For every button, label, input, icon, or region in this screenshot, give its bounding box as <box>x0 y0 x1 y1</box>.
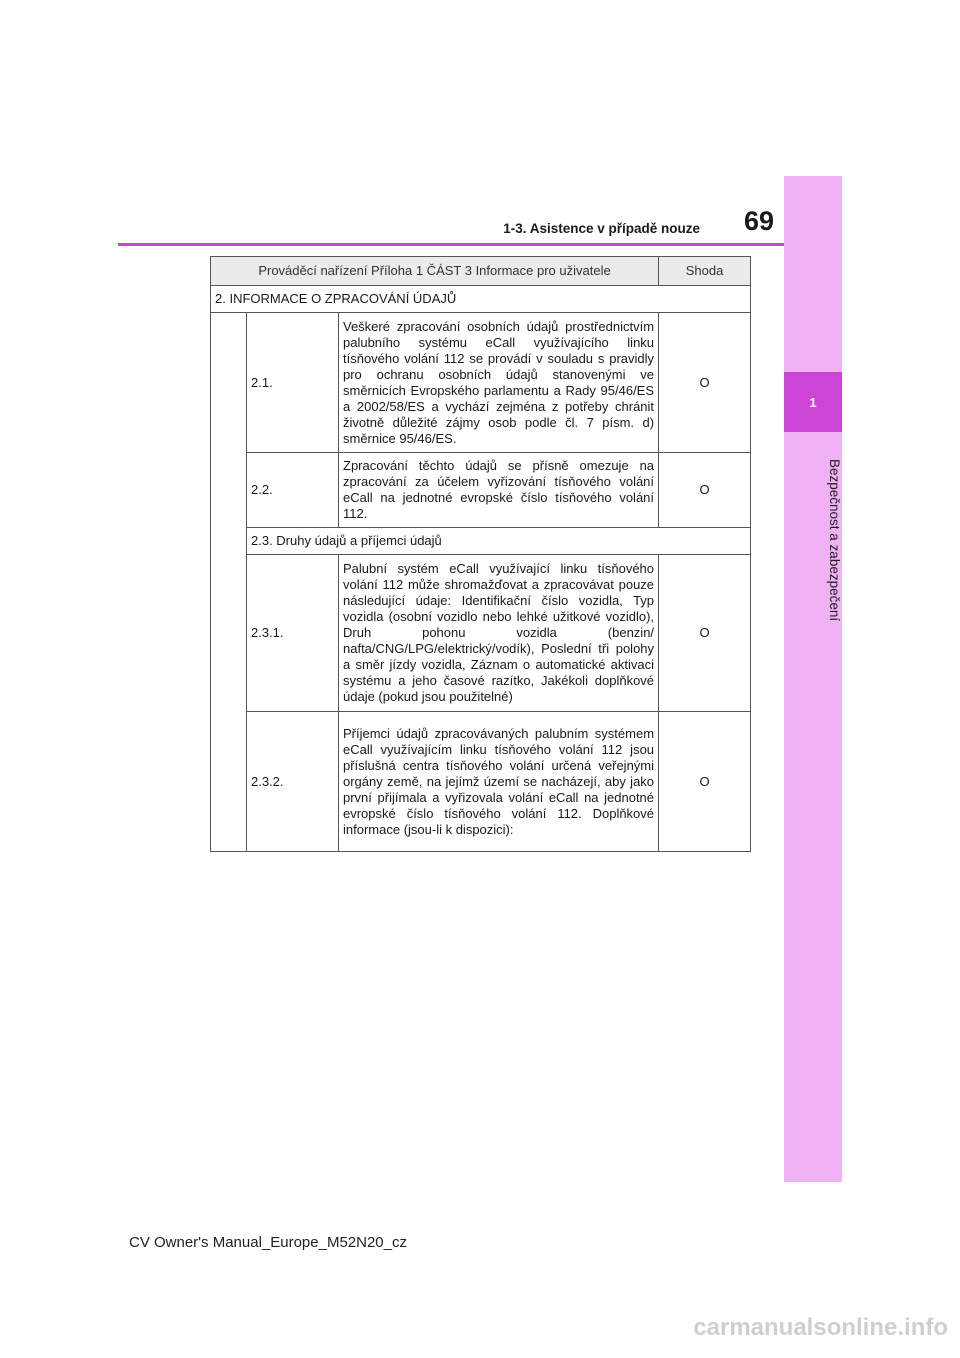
table-row <box>211 453 751 528</box>
indent-cell <box>211 313 247 852</box>
table-header-compliance: Shoda <box>659 257 751 286</box>
item-number: 2.3.2. <box>247 712 339 852</box>
subsection-heading-cell: 2.3. Druhy údajů a příjemci údajů <box>247 528 751 555</box>
item-number: 2.3.1. <box>247 555 339 712</box>
compliance-mark: O <box>659 453 751 528</box>
item-number: 2.1. <box>247 313 339 453</box>
section-title: 1-3. Asistence v případě nouze <box>503 221 700 236</box>
chapter-title <box>784 440 842 640</box>
footer <box>0 1234 960 1251</box>
item-text: Zpracování těchto údajů se přísně omezuje na zpracování za účelem vyřizování tísňového volání eCall na jednotné evropské číslo tísňového volání 112. <box>339 453 659 528</box>
item-text: Příjemci údajů zpracovávaných palubním systémem eCall využívajícím linku tísňového volání 112 jsou příslušná centra tísňového volání určená veřejnými orgány země, na jejímž území se nacházejí, aby jako první přijímala a vyřizovala volání eCall na jednotné evropské číslo tísňového volání 112. Doplňkové informace (jsou-li k dispozici): <box>339 712 659 852</box>
compliance-mark: O <box>659 313 751 453</box>
manual-id: CV Owner's Manual_Europe_M52N20_cz <box>128 1234 407 1251</box>
compliance-mark: O <box>659 712 751 852</box>
chapter-title-text: Bezpečnost a zabezpečení <box>827 458 842 622</box>
item-number: 2.2. <box>247 453 339 528</box>
chapter-number-badge: 1 <box>784 372 842 432</box>
table-row <box>211 555 751 712</box>
table-row <box>211 286 751 313</box>
item-text: Veškeré zpracování osobních údajů prostřednictvím palubního systému eCall využívajícího linku tísňového volání 112 se provádí v souladu s pravidly pro ochranu osobních údajů stanovenými ve směrnicích Evropského parlamentu a Rady 95/46/ES a 2002/58/ES a vychází zejména z potřeby chránit životně důležité zájmy osob podle čl. 7 písm. d) směrnice 95/46/ES. <box>339 313 659 453</box>
regulation-table <box>210 256 751 852</box>
section-heading-cell: 2. INFORMACE O ZPRACOVÁNÍ ÚDAJŮ <box>211 286 751 313</box>
compliance-mark: O <box>659 555 751 712</box>
item-text: Palubní systém eCall využívající linku tísňového volání 112 může shromažďovat a zpracovávat pouze následující údaje: Identifikační číslo vozidla, Typ vozidla (osobní vozidlo nebo lehké užitkové vozidlo), Druh pohonu vozidla (benzin/ nafta/CNG/LPG/elektrický/vodík), Poslední tři polohy a směr jízdy vozidla, Záznam o automatické aktivaci systému a jeho časové razítko, Jakékoli doplňkové údaje (pokud jsou použitelné) <box>339 555 659 712</box>
table-header-row <box>211 257 751 286</box>
header-rule <box>118 243 784 246</box>
table-row <box>211 528 751 555</box>
watermark: carmanualsonline.info <box>693 1314 948 1341</box>
chapter-side-tab <box>784 176 842 1182</box>
page-number: 69 <box>743 206 775 236</box>
table-row <box>211 313 751 453</box>
table-row <box>211 712 751 852</box>
table-header-regulation: Prováděcí nařízení Příloha 1 ČÁST 3 Informace pro uživatele <box>211 257 659 286</box>
